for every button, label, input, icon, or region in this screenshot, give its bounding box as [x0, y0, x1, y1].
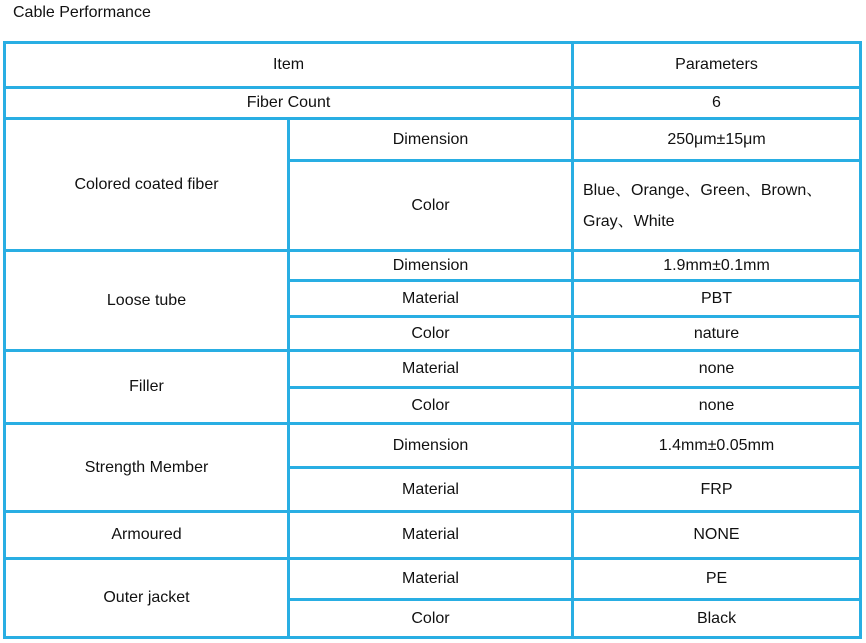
param-value: FRP — [573, 468, 861, 512]
param-value: NONE — [573, 512, 861, 559]
sub-label: Color — [289, 600, 573, 638]
sub-label: Color — [289, 317, 573, 351]
param-value: PBT — [573, 281, 861, 317]
param-value: none — [573, 388, 861, 424]
sub-label: Color — [289, 161, 573, 251]
table-row — [5, 559, 861, 600]
sub-label: Material — [289, 468, 573, 512]
table-row — [5, 512, 861, 559]
param-value: nature — [573, 317, 861, 351]
cable-performance-table — [3, 41, 862, 639]
header-item: Item — [5, 43, 573, 88]
sub-label: Dimension — [289, 251, 573, 281]
sub-label: Material — [289, 351, 573, 388]
param-value: PE — [573, 559, 861, 600]
sub-label: Dimension — [289, 119, 573, 161]
param-value: Black — [573, 600, 861, 638]
group-label-colored-fiber: Colored coated fiber — [5, 119, 289, 251]
group-label-filler: Filler — [5, 351, 289, 424]
sub-label: Material — [289, 281, 573, 317]
group-label-loose-tube: Loose tube — [5, 251, 289, 351]
group-label-outer-jacket: Outer jacket — [5, 559, 289, 638]
param-value: none — [573, 351, 861, 388]
table-row — [5, 424, 861, 468]
param-value: 1.4mm±0.05mm — [573, 424, 861, 468]
page-title: Cable Performance — [13, 4, 151, 21]
header-parameters: Parameters — [573, 43, 861, 88]
table-row — [5, 119, 861, 161]
fiber-count-label: Fiber Count — [5, 88, 573, 119]
param-value: 250μm±15μm — [573, 119, 861, 161]
sub-label: Dimension — [289, 424, 573, 468]
table-row — [5, 351, 861, 388]
fiber-count-value: 6 — [573, 88, 861, 119]
sub-label: Material — [289, 559, 573, 600]
group-label-strength-member: Strength Member — [5, 424, 289, 512]
sub-label: Material — [289, 512, 573, 559]
param-value: 1.9mm±0.1mm — [573, 251, 861, 281]
table-header-row — [5, 43, 861, 88]
sub-label: Color — [289, 388, 573, 424]
table-row — [5, 251, 861, 281]
group-label-armoured: Armoured — [5, 512, 289, 559]
table-row-fiber-count — [5, 88, 861, 119]
param-value: Blue、Orange、Green、Brown、Gray、White — [573, 161, 861, 251]
